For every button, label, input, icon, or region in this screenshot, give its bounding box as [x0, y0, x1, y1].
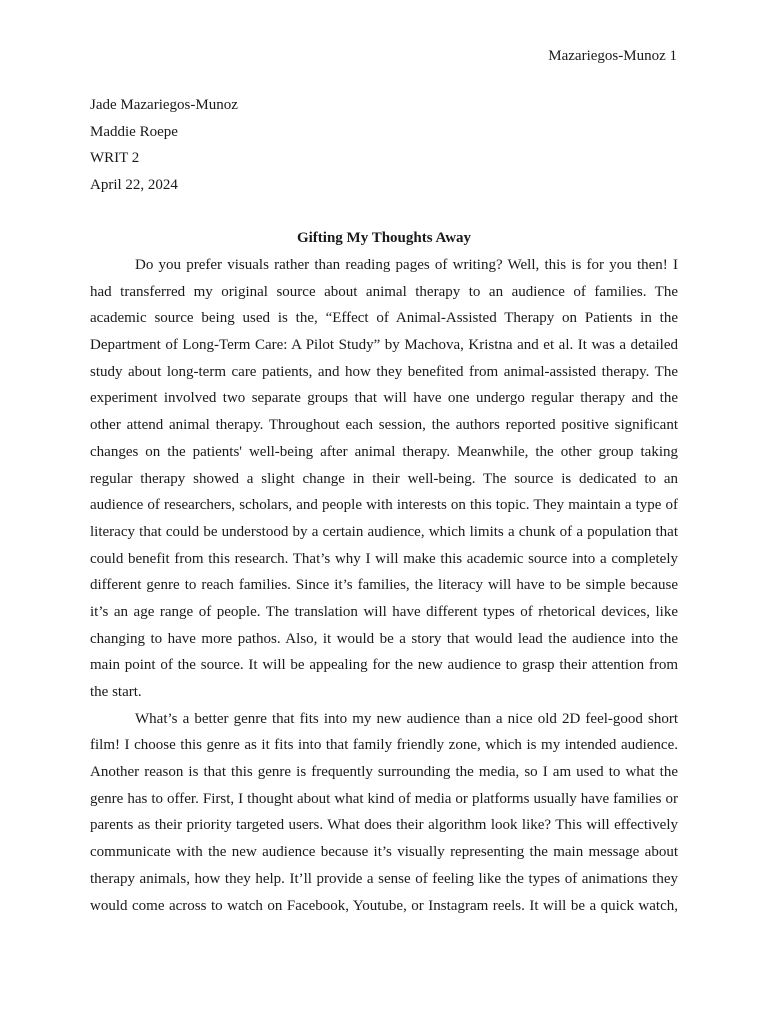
author-name: Jade Mazariegos-Munoz: [90, 97, 238, 113]
text-line: film! I choose this genre as it fits into that family friendly zone, which is my intended audience.: [90, 737, 678, 754]
essay-title: Gifting My Thoughts Away: [296, 230, 472, 246]
text-line: Do you prefer visuals rather than reading pages of writing? Well, this is for you then! I: [135, 257, 678, 273]
paragraph: [90, 706, 678, 920]
text-line: the start.: [90, 684, 142, 700]
text-line: would come across to watch on Facebook, Youtube, or Instagram reels. It will be a quick watch,: [90, 897, 678, 914]
text-line: Another reason is that this genre is frequently surrounding the media, so I am used to what the: [90, 764, 678, 781]
text-line: audience of researchers, scholars, and people with interests on this topic. They maintain a type of: [90, 497, 678, 514]
text-line: experiment involved two separate groups that will have one undergo regular therapy and the: [90, 390, 678, 407]
text-line: genre has to offer. First, I thought about what kind of media or platforms usually have families or: [90, 790, 678, 807]
text-line: Department of Long-Term Care: A Pilot Study” by Machova, Kristna and et al. It was a detailed: [90, 337, 678, 354]
text-line: changes on the patients' well-being after animal therapy. Meanwhile, the other group taking: [90, 443, 678, 460]
date: April 22, 2024: [90, 177, 178, 194]
text-line: it’s an age range of people. The translation will have different types of rhetorical devices, like: [90, 603, 678, 620]
text-line: could benefit from this research. That’s why I will make this academic source into a completely: [90, 550, 678, 567]
text-line: therapy animals, how they help. It’ll provide a sense of feeling like the types of animations they: [90, 870, 678, 887]
text-line: had transferred my original source about animal therapy to an audience of families. The: [90, 283, 678, 300]
text-line: communicate with the new audience because it’s visually representing the main message about: [90, 844, 678, 861]
text-line: regular therapy showed a slight change in their well-being. The source is dedicated to an: [90, 470, 678, 487]
mla-heading: [90, 92, 678, 199]
text-line: changing to have more pathos. Also, it would be a story that would lead the audience into the: [90, 630, 678, 647]
text-line: parents as their priority targeted users. What does their algorithm look like? This will effectively: [90, 817, 678, 834]
text-line: What’s a better genre that fits into my new audience than a nice old 2D feel-good short: [135, 710, 678, 727]
text-line: literacy that could be understood by a certain audience, which limits a chunk of a population that: [90, 523, 678, 540]
essay-body: [90, 252, 678, 919]
text-line: study about long-term care patients, and how they benefited from animal-assisted therapy. The: [90, 363, 678, 380]
paragraph: [90, 252, 678, 706]
running-head: Mazariegos-Munoz 1: [548, 48, 677, 64]
text-line: different genre to reach families. Since it’s families, the literacy will have to be simple because: [90, 577, 678, 594]
text-line: main point of the source. It will be appealing for the new audience to grasp their attention from: [90, 657, 678, 674]
course-name: WRIT 2: [90, 150, 140, 167]
instructor-name: Maddie Roepe: [90, 123, 178, 140]
text-line: academic source being used is the, “Effect of Animal-Assisted Therapy on Patients in the: [90, 310, 678, 327]
text-line: other attend animal therapy. Throughout each session, the authors reported positive significant: [90, 417, 678, 434]
